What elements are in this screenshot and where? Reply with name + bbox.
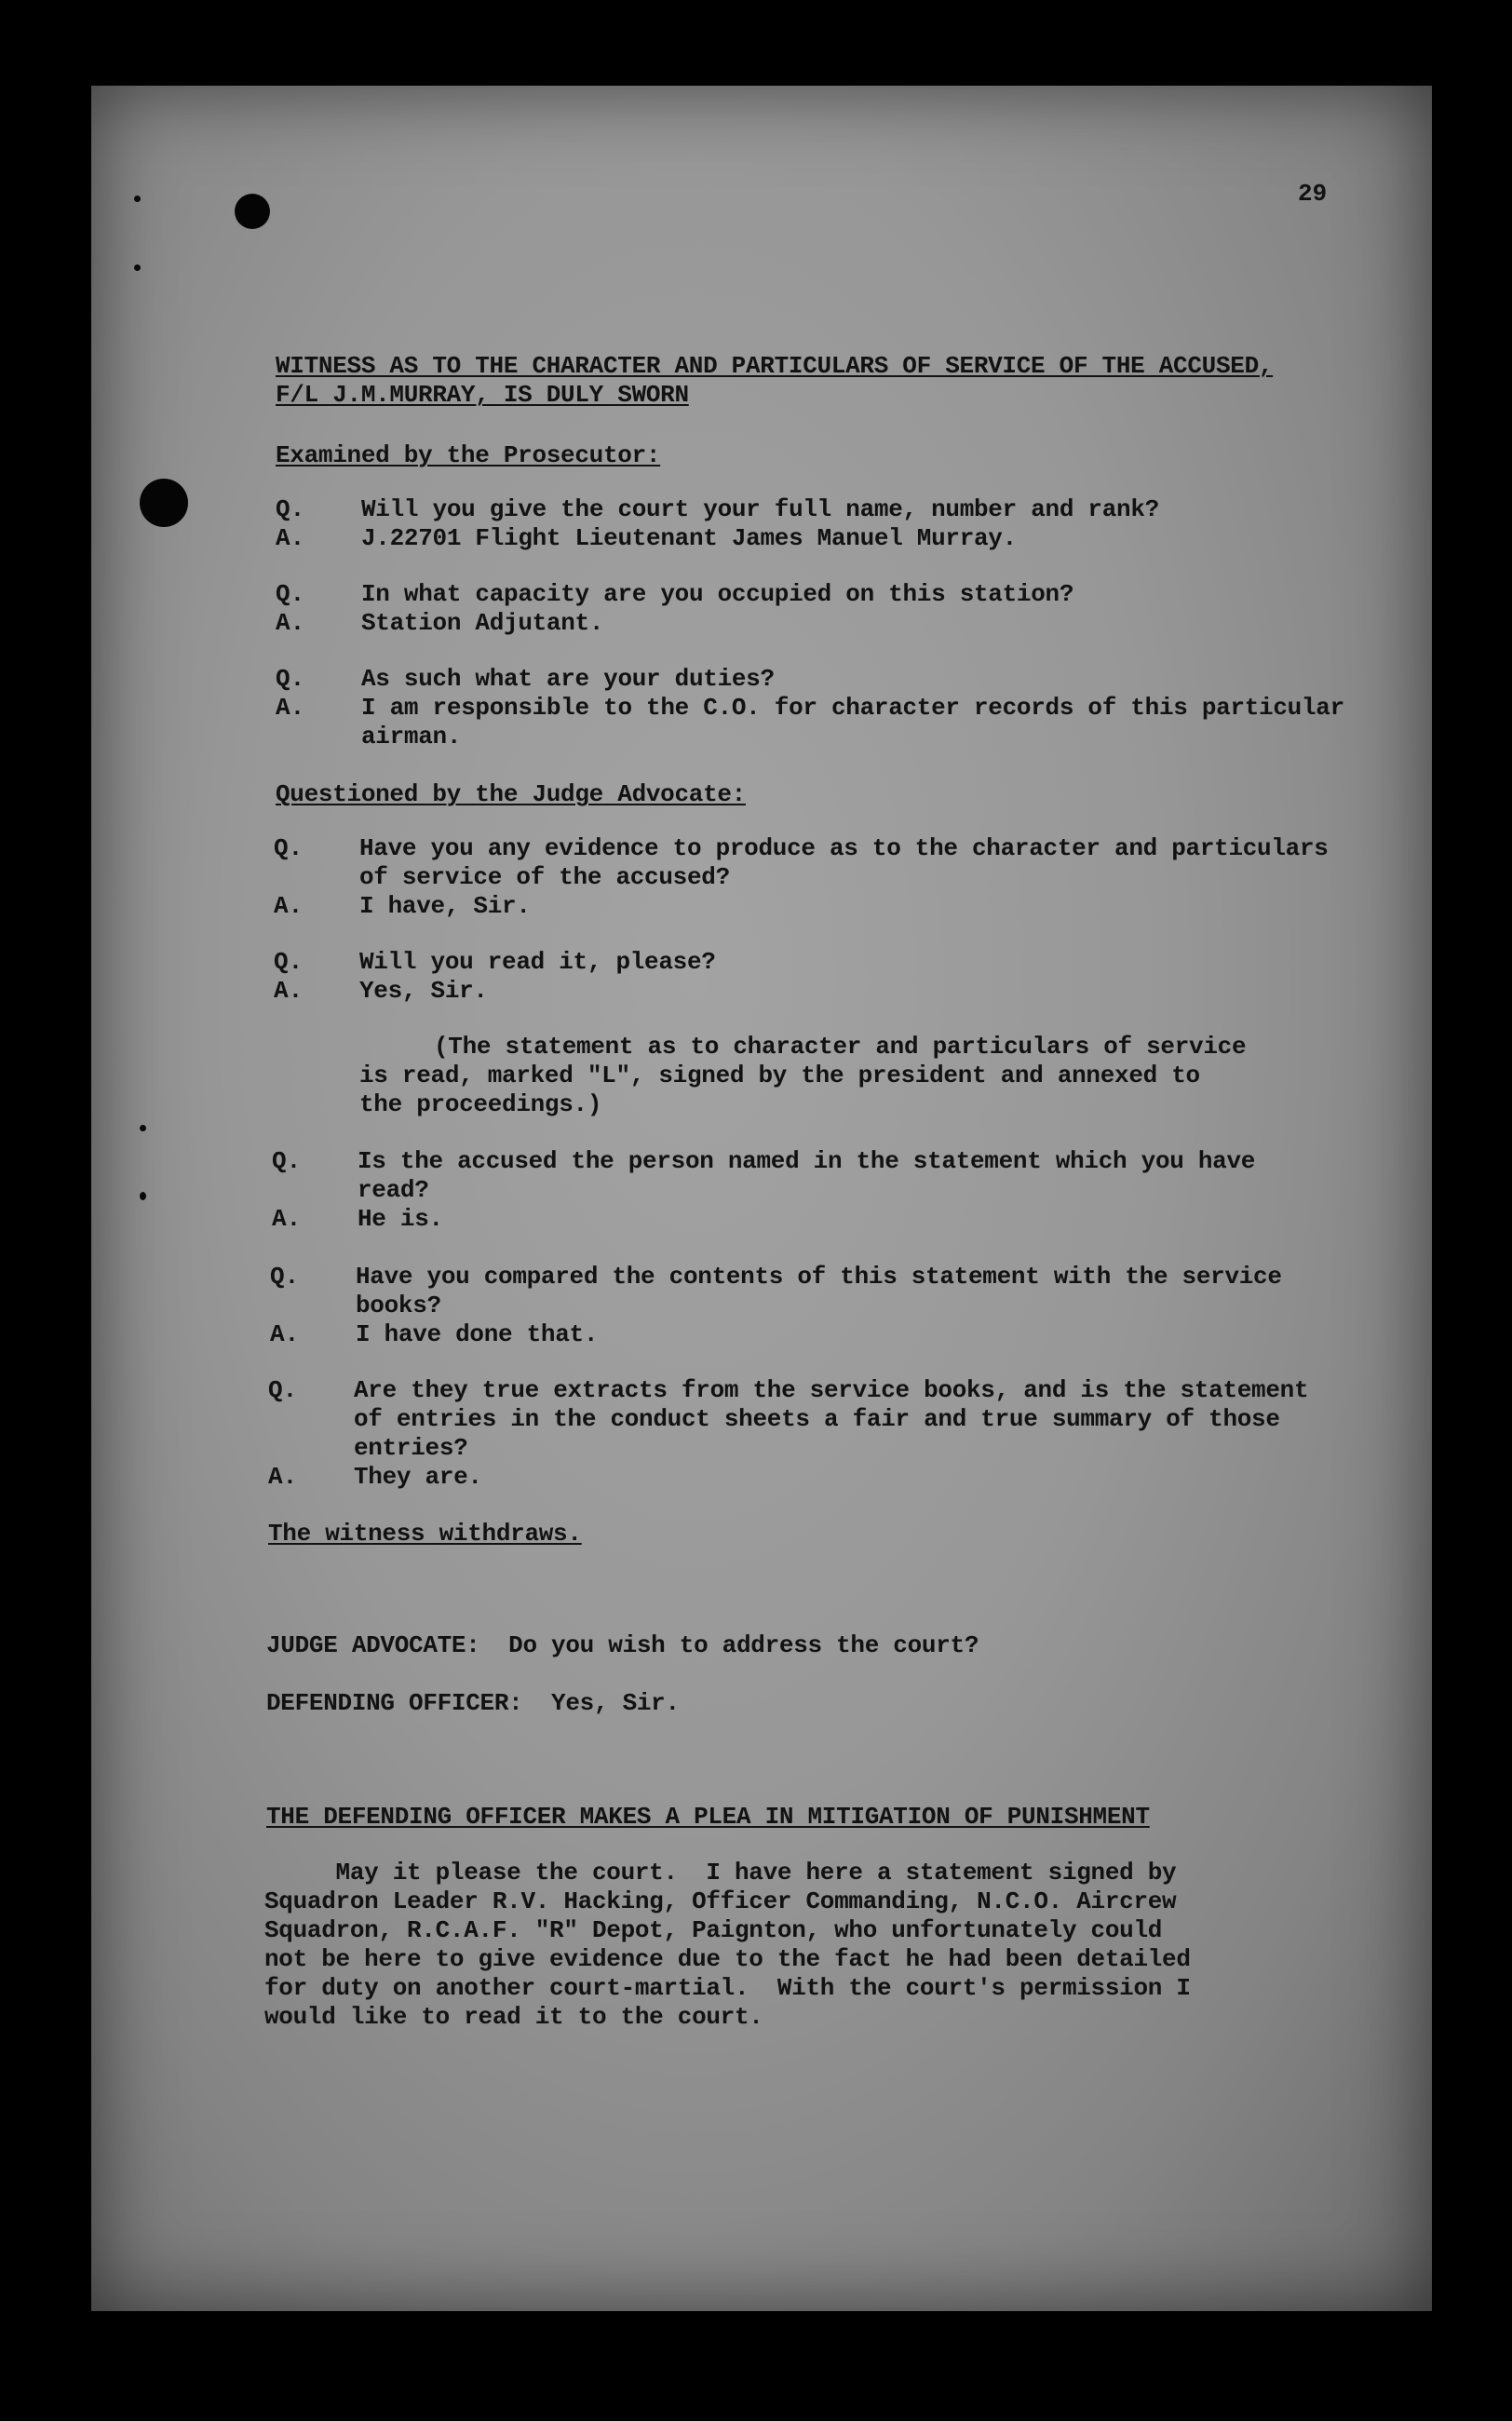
punch-hole-middle bbox=[140, 479, 188, 527]
question-text: read? bbox=[358, 1176, 429, 1204]
judge-advocate-line: JUDGE ADVOCATE: Do you wish to address the court? bbox=[266, 1631, 979, 1659]
a-label: A. bbox=[272, 1205, 302, 1233]
answer-text: Station Adjutant. bbox=[361, 609, 604, 637]
section-title-judge-advocate: Questioned by the Judge Advocate: bbox=[276, 780, 746, 808]
statement-note: is read, marked "L", signed by the president and annexed to bbox=[359, 1062, 1200, 1089]
answer-text: Yes, Sir. bbox=[359, 977, 488, 1005]
witness-withdraws: The witness withdraws. bbox=[268, 1520, 582, 1548]
q-label: Q. bbox=[274, 948, 304, 976]
q-label: Q. bbox=[270, 1263, 300, 1291]
plea-paragraph-line: Squadron, R.C.A.F. "R" Depot, Paignton, who unfortunately could bbox=[264, 1916, 1163, 1944]
question-text: of entries in the conduct sheets a fair and true summary of those bbox=[354, 1405, 1280, 1433]
answer-text: They are. bbox=[354, 1463, 482, 1491]
a-label: A. bbox=[274, 892, 304, 920]
statement-note: the proceedings.) bbox=[359, 1090, 602, 1118]
plea-paragraph-line: May it please the court. I have here a statement signed by bbox=[264, 1859, 1177, 1887]
a-label: A. bbox=[276, 609, 305, 637]
a-label: A. bbox=[270, 1320, 300, 1348]
question-text: Have you compared the contents of this statement with the service bbox=[356, 1263, 1282, 1291]
speck bbox=[140, 1192, 146, 1200]
answer-text: I have, Sir. bbox=[359, 892, 531, 920]
plea-paragraph-line: not be here to give evidence due to the fact he had been detailed bbox=[264, 1945, 1191, 1973]
question-text: Will you read it, please? bbox=[359, 948, 716, 976]
speck bbox=[140, 1125, 146, 1131]
answer-text: He is. bbox=[358, 1205, 443, 1233]
defending-officer-line: DEFENDING OFFICER: Yes, Sir. bbox=[266, 1689, 680, 1717]
a-label: A. bbox=[276, 694, 305, 722]
question-text: entries? bbox=[354, 1434, 468, 1462]
answer-text: I am responsible to the C.O. for character records of this particular bbox=[361, 694, 1344, 722]
answer-text: airman. bbox=[361, 723, 462, 751]
a-label: A. bbox=[274, 977, 304, 1005]
a-label: A. bbox=[276, 524, 305, 552]
punch-hole-top bbox=[235, 194, 270, 229]
question-text: of service of the accused? bbox=[359, 863, 730, 891]
q-label: Q. bbox=[276, 580, 305, 608]
question-text: In what capacity are you occupied on this station? bbox=[361, 580, 1074, 608]
question-text: Will you give the court your full name, number and rank? bbox=[361, 495, 1159, 523]
q-label: Q. bbox=[276, 665, 305, 693]
heading-line-1: WITNESS AS TO THE CHARACTER AND PARTICULARS OF SERVICE OF THE ACCUSED, bbox=[276, 352, 1274, 380]
plea-paragraph-line: would like to read it to the court. bbox=[264, 2003, 763, 2031]
statement-note: (The statement as to character and particulars of service bbox=[434, 1033, 1247, 1061]
plea-paragraph-line: for duty on another court-martial. With the court's permission I bbox=[264, 1974, 1191, 2002]
plea-heading: THE DEFENDING OFFICER MAKES A PLEA IN MITIGATION OF PUNISHMENT bbox=[266, 1803, 1150, 1831]
q-label: Q. bbox=[268, 1376, 298, 1404]
question-text: Have you any evidence to produce as to the character and particulars bbox=[359, 834, 1329, 862]
question-text: books? bbox=[356, 1292, 441, 1319]
heading-line-2: F/L J.M.MURRAY, IS DULY SWORN bbox=[276, 381, 689, 409]
q-label: Q. bbox=[274, 834, 304, 862]
q-label: Q. bbox=[276, 495, 305, 523]
page-number: 29 bbox=[1298, 180, 1328, 208]
speck bbox=[134, 196, 141, 202]
plea-paragraph-line: Squadron Leader R.V. Hacking, Officer Commanding, N.C.O. Aircrew bbox=[264, 1887, 1177, 1915]
question-text: Is the accused the person named in the statement which you have bbox=[358, 1147, 1256, 1175]
q-label: Q. bbox=[272, 1147, 302, 1175]
speck bbox=[134, 264, 141, 271]
question-text: Are they true extracts from the service books, and is the statement bbox=[354, 1376, 1309, 1404]
answer-text: J.22701 Flight Lieutenant James Manuel Murray. bbox=[361, 524, 1017, 552]
answer-text: I have done that. bbox=[356, 1320, 599, 1348]
question-text: As such what are your duties? bbox=[361, 665, 775, 693]
section-title-prosecutor: Examined by the Prosecutor: bbox=[276, 441, 661, 469]
a-label: A. bbox=[268, 1463, 298, 1491]
